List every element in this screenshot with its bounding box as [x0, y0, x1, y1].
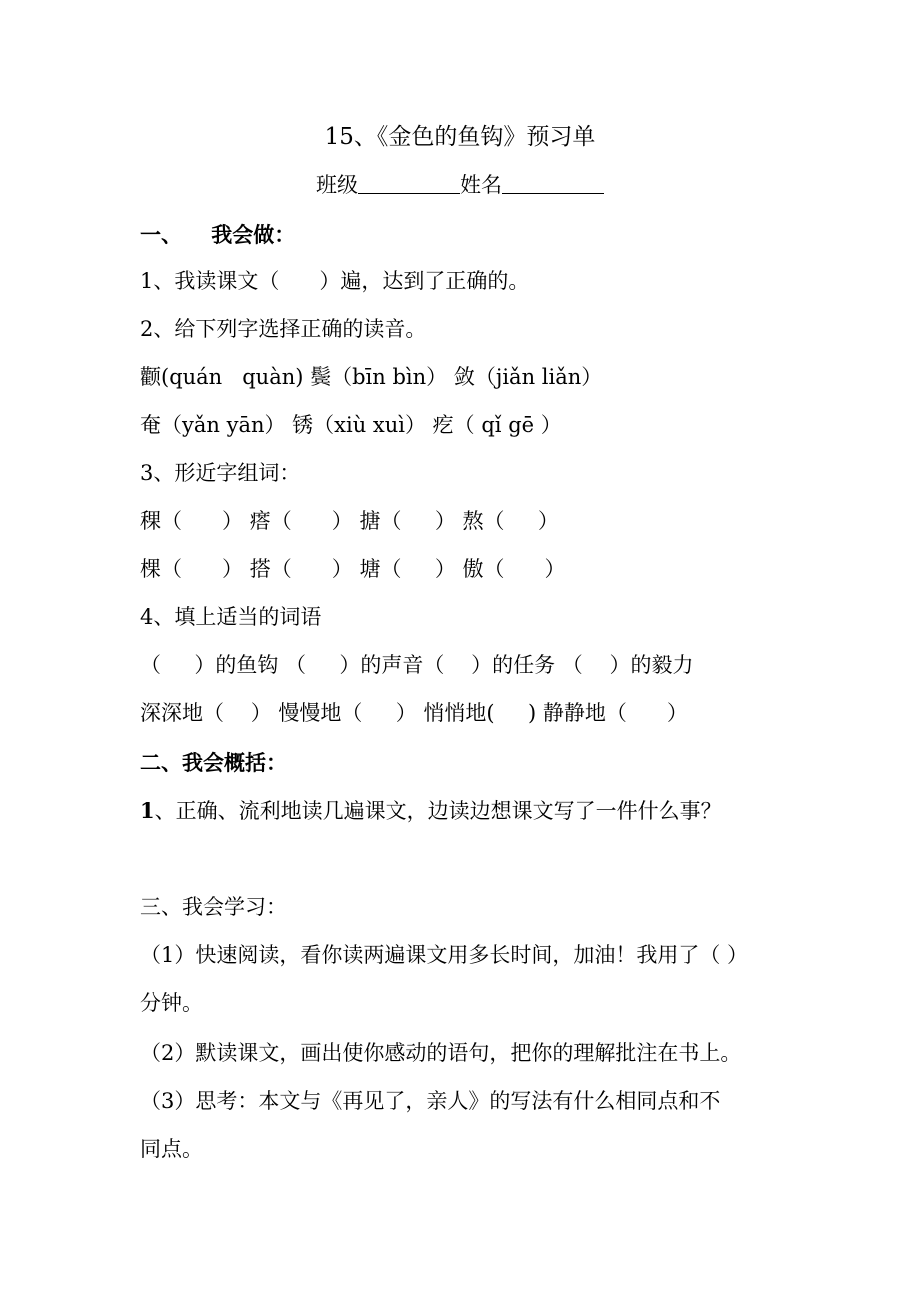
learn-item-2: （2）默读课文，画出使你感动的语句，把你的理解批注在书上。	[140, 1041, 742, 1065]
pinyin-row-2: 奄（yǎn yān） 锈（xiù xuì） 疙（ qǐ gē ）	[140, 413, 562, 437]
word-row-2: 棵（ ） 搭（ ） 塘（ ） 傲（ ）	[140, 557, 566, 581]
name-label: 姓名	[460, 173, 502, 197]
question-2: 2、给下列字选择正确的读音。	[140, 317, 427, 341]
summary-question-text: 、正确、流利地读几遍课文，边读边想课文写了一件什么事？	[154, 799, 722, 823]
learn-item-1-cont: 分钟。	[140, 991, 203, 1015]
learn-item-3: （3）思考：本文与《再见了，亲人》的写法有什么相同点和不	[140, 1089, 721, 1113]
word-row-1: 稞（ ） 瘩（ ） 搪（ ） 熬（ ）	[140, 509, 559, 533]
class-blank[interactable]	[358, 171, 460, 194]
summary-question	[140, 796, 722, 826]
class-name-line	[0, 170, 920, 200]
question-1: 1、我读课文（ ）遍，达到了正确的。	[140, 269, 530, 293]
learn-item-1: （1）快速阅读，看你读两遍课文用多长时间，加油！我用了（ ）	[140, 943, 749, 967]
pinyin-row-1: 颧(quán quàn) 鬓（bīn bìn） 敛（jiǎn liǎn）	[140, 365, 603, 389]
question-4: 4、填上适当的词语	[140, 605, 322, 629]
class-label: 班级	[316, 173, 358, 197]
section-two-heading: 二、我会概括：	[140, 750, 287, 775]
fill-row-2: 深深地（ ） 慢慢地（ ） 悄悄地( ) 静静地（ ）	[140, 701, 688, 725]
name-blank[interactable]	[502, 171, 604, 194]
section-one-heading: 一、 我会做：	[140, 222, 296, 247]
question-3: 3、形近字组词：	[140, 461, 301, 485]
learn-item-3-cont: 同点。	[140, 1137, 203, 1161]
fill-row-1: （ ）的鱼钩 （ ）的声音（ ）的任务 （ ）的毅力	[140, 653, 694, 677]
section-three-heading: 三、我会学习：	[140, 895, 287, 919]
page-title: 15、《金色的鱼钩》预习单	[324, 124, 596, 150]
summary-question-number: 1	[140, 798, 155, 823]
